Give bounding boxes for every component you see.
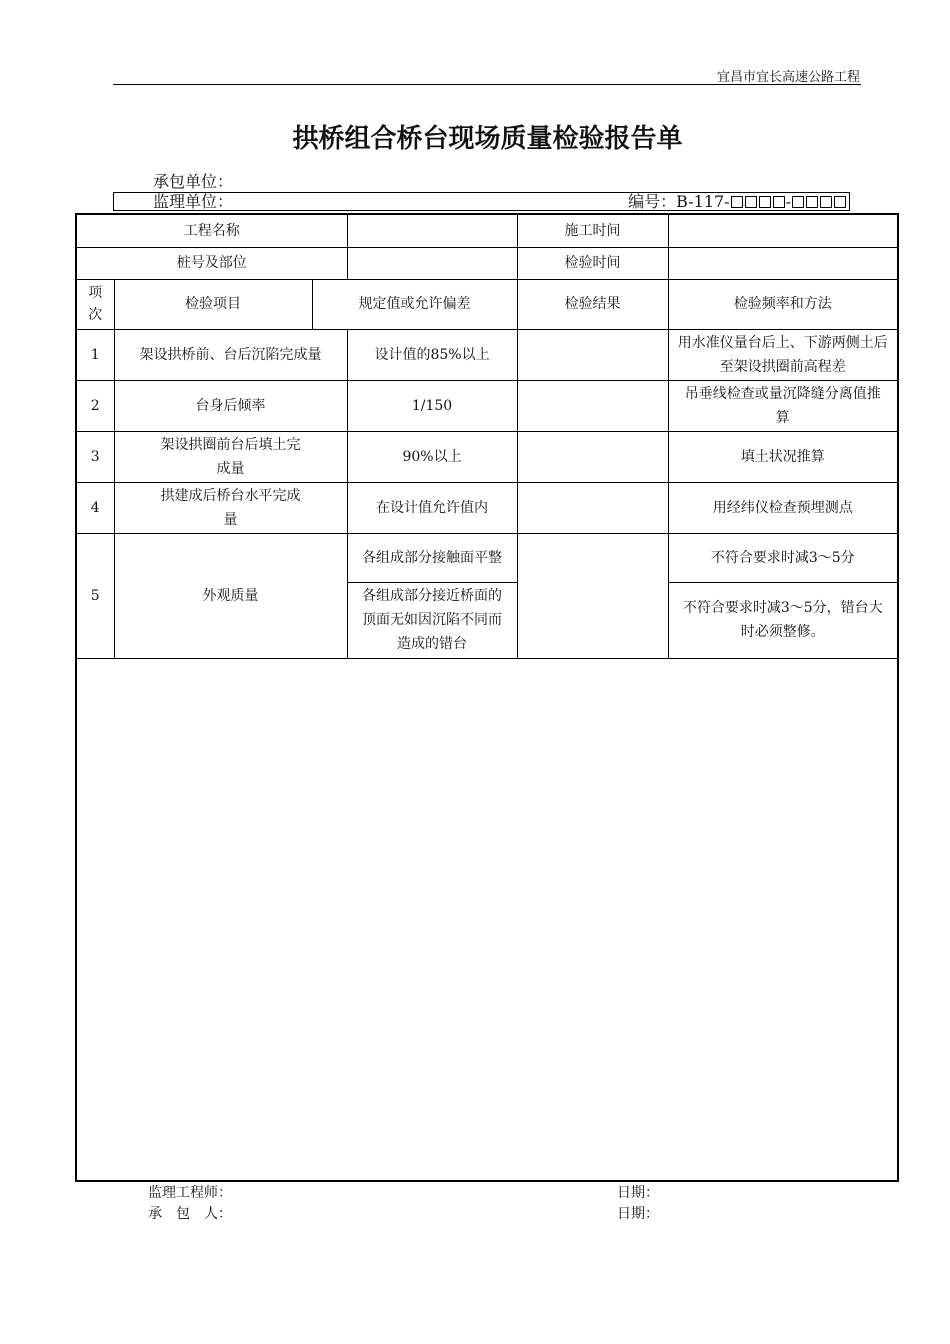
form-code-dash: -: [785, 192, 791, 211]
row-result: [517, 329, 668, 380]
report-frame: [75, 213, 899, 1182]
row-spec: 各组成部分接触面平整: [347, 533, 517, 582]
supervisor-label: 监理单位：: [153, 192, 234, 211]
code-box: [820, 196, 832, 208]
code-box: [745, 196, 757, 208]
table-row: [77, 329, 897, 380]
construction-time-value: [668, 215, 897, 247]
col-header-no: 项次: [77, 279, 114, 329]
row-method: 吊垂线检查或量沉降缝分离值推算: [668, 380, 897, 431]
row-method: 用经纬仪检查预埋测点: [668, 482, 897, 533]
code-box: [806, 196, 818, 208]
supervisor-box: [113, 192, 850, 211]
row-method: 填土状况推算: [668, 431, 897, 482]
header-divider: [113, 84, 861, 85]
code-box: [773, 196, 785, 208]
contractor-label: 承包单位：: [153, 172, 234, 191]
row-no: 1: [77, 329, 114, 380]
date-label: 日期：: [617, 1185, 659, 1201]
col-header-result: 检验结果: [517, 279, 668, 329]
row-no: 3: [77, 431, 114, 482]
code-box: [731, 196, 743, 208]
inspection-table: [77, 215, 897, 659]
row-spec: 90%以上: [347, 431, 517, 482]
project-name-label: 工程名称: [77, 215, 347, 247]
row-item: 外观质量: [114, 533, 347, 658]
table-row: [77, 431, 897, 482]
date-label: 日期：: [617, 1206, 659, 1222]
row-result: [517, 482, 668, 533]
col-header-item: 检验项目: [114, 279, 312, 329]
row-no: 5: [77, 533, 114, 658]
construction-time-label: 施工时间: [517, 215, 668, 247]
row-spec: 在设计值允许值内: [347, 482, 517, 533]
col-header-spec: 规定值或允许偏差: [312, 279, 517, 329]
row-item: 台身后倾率: [114, 380, 347, 431]
row-item: 拱建成后桥台水平完成量: [114, 482, 347, 533]
col-header-method: 检验频率和方法: [668, 279, 897, 329]
form-code: [628, 192, 847, 212]
row-item: 架设拱桥前、台后沉陷完成量: [114, 329, 347, 380]
row-result: [517, 431, 668, 482]
table-row: [77, 482, 897, 533]
row-spec: 各组成部分接近桥面的顶面无如因沉陷不同而造成的错台: [347, 582, 517, 658]
table-row: [77, 380, 897, 431]
table-row: [77, 247, 897, 279]
code-box: [759, 196, 771, 208]
table-row: [77, 215, 897, 247]
contractor-signer-label: 承 包 人：: [148, 1206, 232, 1222]
engineer-label: 监理工程师：: [148, 1185, 232, 1201]
project-name-value: [347, 215, 517, 247]
inspection-time-value: [668, 247, 897, 279]
station-label: 桩号及部位: [77, 247, 347, 279]
row-result: [517, 533, 668, 658]
row-method: 不符合要求时减3～5分: [668, 533, 897, 582]
table-row: [77, 533, 897, 582]
row-spec: 设计值的85%以上: [347, 329, 517, 380]
row-result: [517, 380, 668, 431]
form-code-prefix: 编号：B-117-: [628, 192, 730, 211]
inspection-time-label: 检验时间: [517, 247, 668, 279]
row-method: 用水准仪量台后上、下游两侧土后至架设拱圈前高程差: [668, 329, 897, 380]
table-header-row: [77, 279, 897, 329]
header-project-name: 宜昌市宜长高速公路工程: [716, 70, 860, 85]
page-title: 拱桥组合桥台现场质量检验报告单: [292, 124, 683, 154]
code-box: [834, 196, 846, 208]
row-item: 架设拱圈前台后填土完成量: [114, 431, 347, 482]
row-method: 不符合要求时减3～5分，错台大时必须整修。: [668, 582, 897, 658]
code-box: [792, 196, 804, 208]
station-value: [347, 247, 517, 279]
row-no: 4: [77, 482, 114, 533]
row-spec: 1/150: [347, 380, 517, 431]
row-no: 2: [77, 380, 114, 431]
